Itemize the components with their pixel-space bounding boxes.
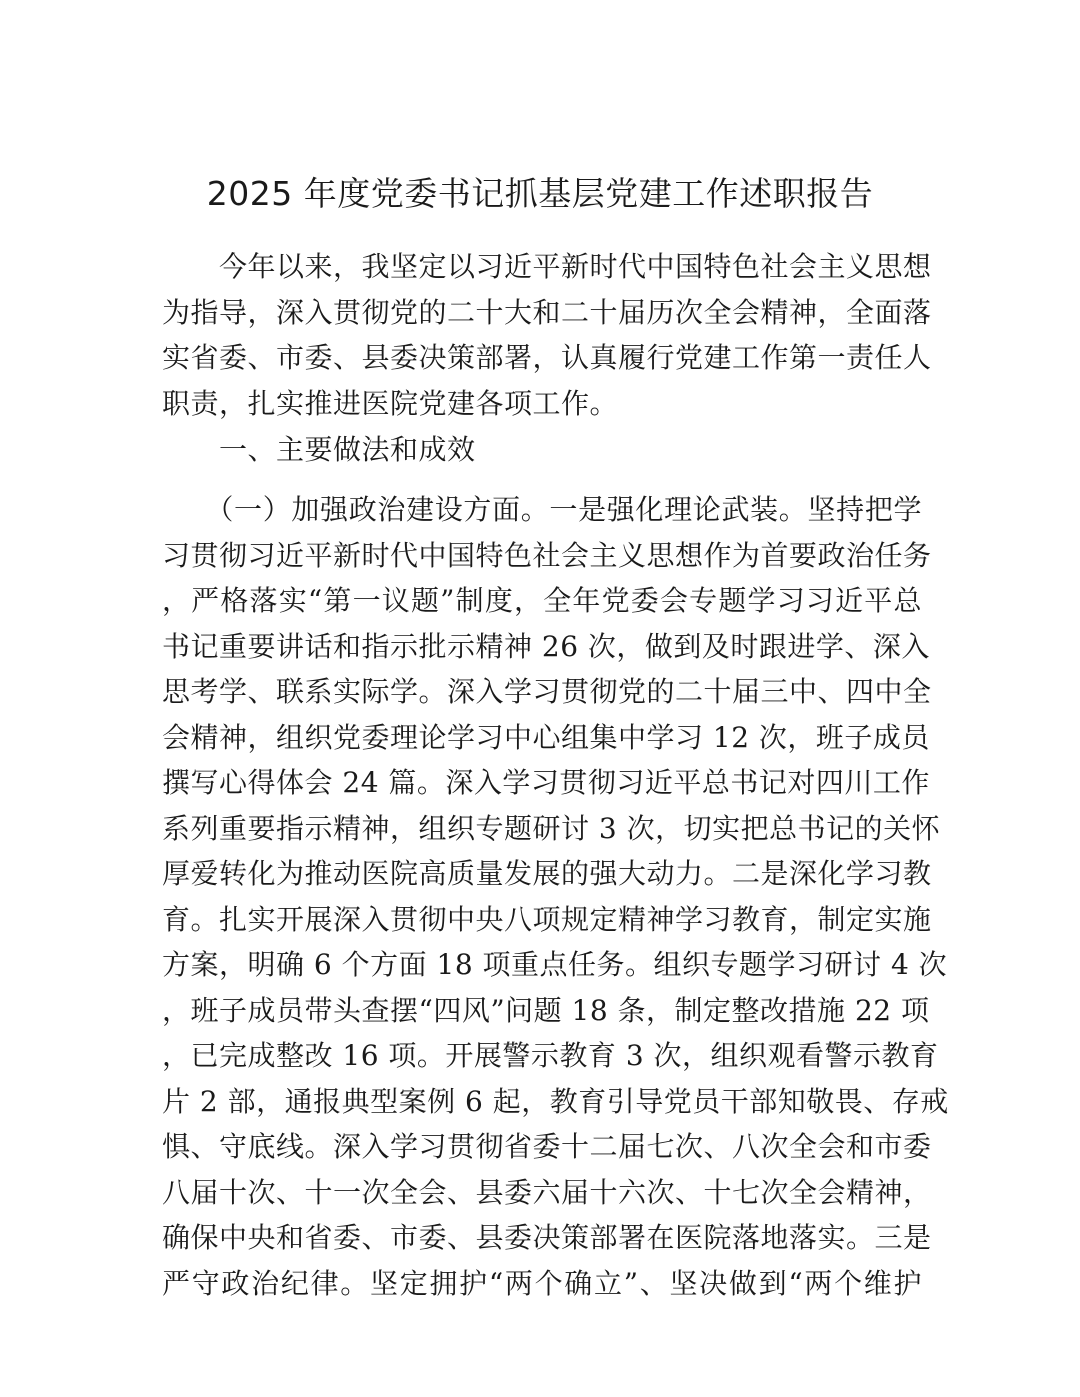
text-line: （一）加强政治建设方面。一是强化理论武装。坚持把学 <box>162 493 922 526</box>
section-heading-text: 一、主要做法和成效 <box>162 433 476 466</box>
section-heading <box>162 427 922 473</box>
document-title: 2025 年度党委书记抓基层党建工作述职报告 <box>206 174 874 213</box>
text-line: 职责，扎实推进医院党建各项工作。 <box>162 386 619 420</box>
text-line: 会精神，组织党委理论学习中心组集中学习 12 次，班子成员 <box>162 720 930 754</box>
text-line: ，严格落实“第一议题”制度，全年党委会专题学习习近平总 <box>162 584 922 617</box>
text-line: 思考学、联系实际学。深入学习贯彻党的二十届三中、四中全 <box>162 675 932 708</box>
text-line: 为指导，深入贯彻党的二十大和二十届历次全会精神，全面落 <box>162 295 932 329</box>
text-line: 育。扎实开展深入贯彻中央八项规定精神学习教育，制定实施 <box>162 902 932 936</box>
text-line: ，已完成整改 16 项。开展警示教育 3 次，组织观看警示教育 <box>162 1039 939 1072</box>
text-line: 实省委、市委、县委决策部署，认真履行党建工作第一责任人 <box>162 341 932 374</box>
text-line: 确保中央和省委、市委、县委决策部署在医院落地落实。三是 <box>162 1221 932 1254</box>
text-line: 撰写心得体会 24 篇。深入学习贯彻习近平总书记对四川工作 <box>162 766 930 799</box>
text-line: 严守政治纪律。坚定拥护“两个确立”、坚决做到“两个维护 <box>162 1266 922 1300</box>
text-line: 今年以来，我坚定以习近平新时代中国特色社会主义思想 <box>162 250 932 283</box>
body-paragraph <box>162 487 949 1306</box>
intro-paragraph <box>162 244 932 426</box>
text-line: 惧、守底线。深入学习贯彻省委十二届七次、八次全会和市委 <box>162 1130 932 1163</box>
text-line: 习贯彻习近平新时代中国特色社会主义思想作为首要政治任务 <box>162 538 932 572</box>
text-line: 厚爱转化为推动医院高质量发展的强大动力。二是深化学习教 <box>162 857 932 890</box>
text-line: 片 2 部，通报典型案例 6 起，教育引导党员干部知敬畏、存戒 <box>162 1084 949 1118</box>
text-line: ，班子成员带头查摆“四风”问题 18 条，制定整改措施 22 项 <box>162 993 930 1027</box>
text-line: 方案，明确 6 个方面 18 项重点任务。组织专题学习研讨 4 次 <box>162 948 948 981</box>
text-line: 书记重要讲话和指示批示精神 26 次，做到及时跟进学、深入 <box>162 629 930 663</box>
text-line: 系列重要指示精神，组织专题研讨 3 次，切实把总书记的关怀 <box>162 811 941 845</box>
text-line: 八届十次、十一次全会、县委六届十六次、十七次全会精神， <box>162 1175 932 1209</box>
